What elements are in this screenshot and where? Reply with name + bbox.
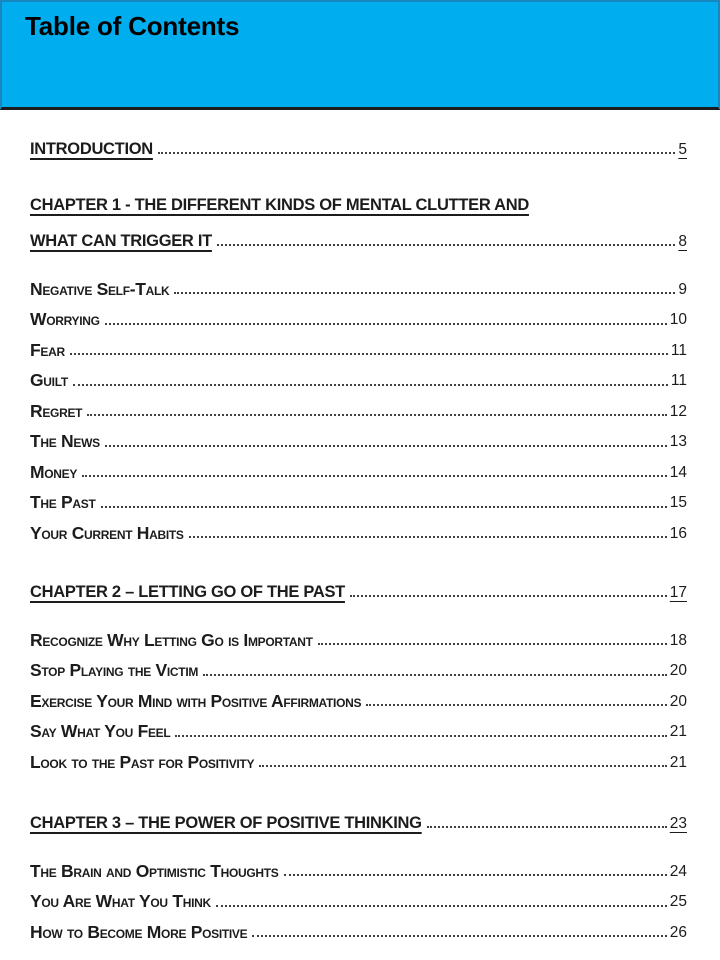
toc-page-number: 15 bbox=[669, 494, 687, 512]
toc-sub-entry-label: Exercise Your Mind with Positive Affirmations bbox=[30, 690, 362, 711]
dot-leader bbox=[73, 384, 668, 386]
toc-page-number: 23 bbox=[669, 814, 687, 832]
dot-leader bbox=[252, 935, 666, 937]
toc-chapter-entry[interactable] bbox=[30, 133, 687, 158]
toc-page-number: 25 bbox=[669, 893, 687, 911]
toc-sub-entry-label: The News bbox=[30, 431, 100, 452]
toc-sub-entry-label: Fear bbox=[30, 339, 65, 360]
toc-sub-entry-label: Recognize Why Letting Go is Important bbox=[30, 629, 313, 650]
dot-leader bbox=[158, 152, 675, 154]
toc-page-number: 10 bbox=[669, 311, 687, 329]
toc-chapter-entry[interactable] bbox=[30, 189, 687, 214]
toc-page-number: 12 bbox=[669, 402, 687, 420]
toc-chapter-entry-label: CHAPTER 3 – THE POWER OF POSITIVE THINKING bbox=[30, 813, 422, 832]
toc-page-number: 5 bbox=[678, 140, 687, 158]
toc-chapter-entry[interactable] bbox=[30, 576, 687, 601]
toc-chapter-entry-label: WHAT CAN TRIGGER IT bbox=[30, 231, 212, 250]
toc-sub-entry[interactable] bbox=[30, 685, 687, 710]
toc-sub-entry-label: Stop Playing the Victim bbox=[30, 660, 199, 681]
toc-header-banner bbox=[0, 0, 720, 110]
toc-sub-entry-label: Money bbox=[30, 461, 78, 482]
toc-page-number: 17 bbox=[669, 583, 687, 601]
toc-sub-entry[interactable] bbox=[30, 517, 687, 542]
toc-sub-entry[interactable] bbox=[30, 716, 687, 741]
toc-sub-entry-label: The Past bbox=[30, 492, 96, 513]
toc-sub-entry[interactable] bbox=[30, 886, 687, 911]
toc-sub-entry-label: Negative Self-Talk bbox=[30, 278, 170, 299]
toc-sub-entry[interactable] bbox=[30, 916, 687, 941]
toc-chapter-entry-label: INTRODUCTION bbox=[30, 139, 153, 158]
toc-page-number: 11 bbox=[670, 372, 687, 390]
toc-chapter-entry[interactable] bbox=[30, 225, 687, 250]
toc-sub-entry-label: The Brain and Optimistic Thoughts bbox=[30, 860, 279, 881]
dot-leader bbox=[82, 475, 667, 477]
toc-page-number: 9 bbox=[678, 280, 687, 298]
toc-sub-entry[interactable] bbox=[30, 334, 687, 359]
toc-sub-entry-label: How to Become More Positive bbox=[30, 921, 248, 942]
dot-leader bbox=[189, 536, 667, 538]
dot-leader bbox=[174, 292, 675, 294]
toc-sub-entry-label: Guilt bbox=[30, 370, 68, 391]
toc-page-number: 11 bbox=[670, 341, 687, 359]
dot-leader bbox=[87, 414, 667, 416]
toc-sub-entry[interactable] bbox=[30, 273, 687, 298]
toc-chapter-entry-label: CHAPTER 2 – LETTING GO OF THE PAST bbox=[30, 582, 345, 601]
toc-sub-entry[interactable] bbox=[30, 456, 687, 481]
dot-leader bbox=[259, 765, 667, 767]
dot-leader bbox=[427, 826, 667, 828]
dot-leader bbox=[70, 353, 668, 355]
toc-sub-entry-label: Worrying bbox=[30, 309, 100, 330]
toc-sub-entry[interactable] bbox=[30, 855, 687, 880]
table-of-contents bbox=[0, 133, 720, 941]
toc-sub-entry-label: You Are What You Think bbox=[30, 891, 211, 912]
toc-sub-entry[interactable] bbox=[30, 487, 687, 512]
dot-leader bbox=[203, 674, 667, 676]
dot-leader bbox=[350, 595, 667, 597]
toc-page-number: 16 bbox=[669, 524, 687, 542]
toc-chapter-entry-label: CHAPTER 1 - THE DIFFERENT KINDS OF MENTAL CLUTTER AND bbox=[30, 195, 529, 214]
toc-chapter-entry[interactable] bbox=[30, 807, 687, 832]
toc-sub-entry-label: Regret bbox=[30, 400, 83, 421]
toc-sub-entry[interactable] bbox=[30, 426, 687, 451]
toc-page-number: 8 bbox=[678, 232, 687, 250]
toc-page-number: 21 bbox=[669, 723, 687, 741]
toc-sub-entry-label: Say What You Feel bbox=[30, 721, 171, 742]
toc-sub-entry-label: Look to the Past for Positivity bbox=[30, 751, 255, 772]
page-title: Table of Contents bbox=[25, 11, 240, 41]
toc-sub-entry[interactable] bbox=[30, 655, 687, 680]
dot-leader bbox=[318, 643, 667, 645]
toc-sub-entry[interactable] bbox=[30, 395, 687, 420]
toc-page-number: 20 bbox=[669, 662, 687, 680]
toc-sub-entry[interactable] bbox=[30, 304, 687, 329]
dot-leader bbox=[101, 506, 667, 508]
toc-page-number: 14 bbox=[669, 463, 687, 481]
toc-sub-entry[interactable] bbox=[30, 365, 687, 390]
dot-leader bbox=[105, 323, 667, 325]
toc-page-number: 18 bbox=[669, 631, 687, 649]
toc-page-number: 26 bbox=[669, 923, 687, 941]
toc-sub-entry[interactable] bbox=[30, 746, 687, 771]
dot-leader bbox=[217, 244, 675, 246]
dot-leader bbox=[284, 874, 667, 876]
dot-leader bbox=[105, 445, 667, 447]
dot-leader bbox=[175, 735, 666, 737]
dot-leader bbox=[366, 704, 667, 706]
toc-sub-entry[interactable] bbox=[30, 624, 687, 649]
toc-page-number: 24 bbox=[669, 862, 687, 880]
dot-leader bbox=[216, 905, 667, 907]
toc-page-number: 20 bbox=[669, 692, 687, 710]
toc-page-number: 21 bbox=[669, 753, 687, 771]
toc-sub-entry-label: Your Current Habits bbox=[30, 522, 184, 543]
toc-page-number: 13 bbox=[669, 433, 687, 451]
